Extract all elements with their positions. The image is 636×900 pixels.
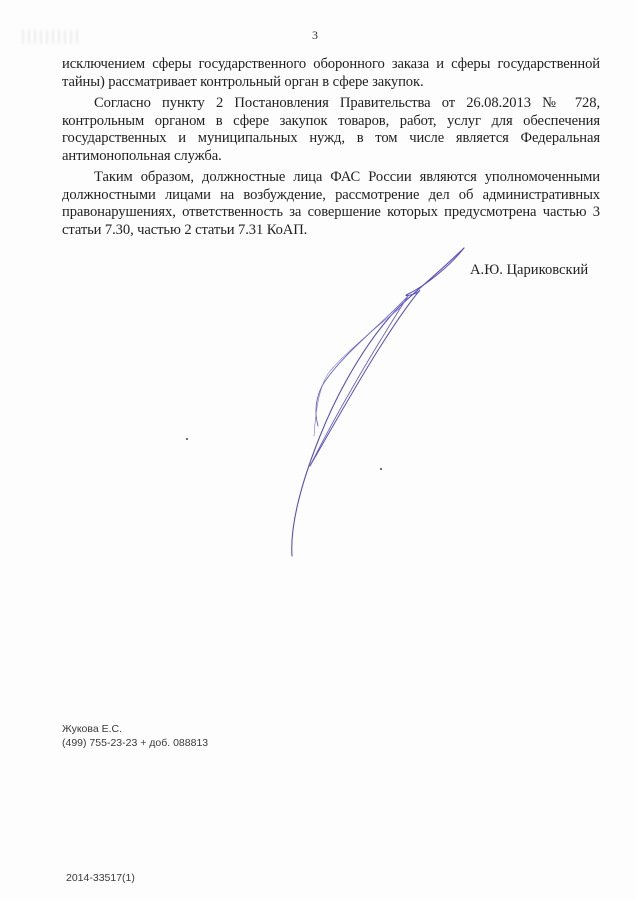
executor-phone: (499) 755-23-23 + доб. 088813 (62, 737, 209, 749)
executor-block (62, 722, 208, 750)
scan-dot (186, 438, 188, 440)
paragraph-control-body: Согласно пункту 2 Постановления Правительства от 26.08.2013 № 728, контрольным органом в сфере закупок товаров, работ, услуг для обеспечения государственных и муниципальных нужд, в том числе является Федеральная антимонопольная служба. (62, 95, 600, 164)
executor-name: Жукова Е.С. (62, 723, 123, 735)
signature-stroke-thin (314, 308, 400, 436)
paragraph-conclusion: Таким образом, должностные лица ФАС России являются уполномоченными должностными лицами на возбуждение, рассмотрение дел об административных правонарушениях, ответственность за совершение которых предусмотрена частью 3 статьи 7.30, частью 2 статьи 7.31 КоАП. (62, 169, 600, 238)
scan-artifact (22, 30, 82, 44)
handwritten-signature (250, 236, 490, 576)
signatory-name: А.Ю. Цариковский (470, 262, 589, 278)
page-number: 3 (312, 28, 318, 42)
signature-stroke-main (292, 248, 464, 556)
signature-stroke-loop (310, 248, 464, 466)
body-text (62, 56, 600, 243)
paragraph-continuation: исключением сферы государственного оборонного заказа и сферы государственной тайны) рассматривает контрольный орган в сфере закупок. (62, 56, 600, 90)
document-code: 2014-33517(1) (66, 872, 135, 884)
scan-dot (380, 468, 382, 470)
